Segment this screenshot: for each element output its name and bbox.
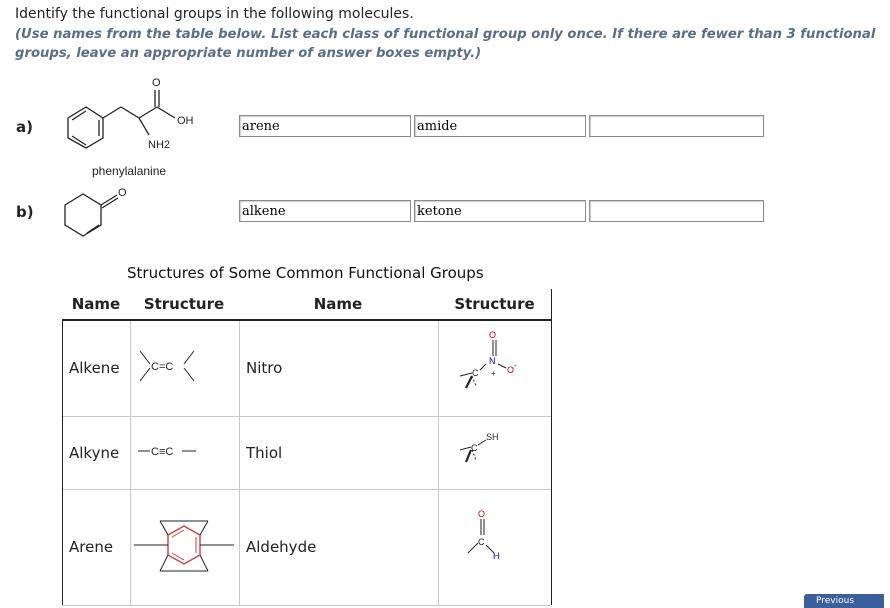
group-name: Arene [62,489,130,605]
arene-structure [130,489,238,605]
column-header-structure: Structure [130,288,238,320]
column-divider [438,321,439,605]
structure-text: H [493,551,500,561]
column-divider [130,321,131,605]
column-header-structure: Structure [438,288,551,320]
table-title: Structures of Some Common Functional Groups [127,264,484,282]
structure-text: SH [486,431,499,442]
oxygen-atom-label: O [152,77,161,89]
answer-b-3[interactable] [589,200,764,222]
answer-a-2[interactable] [414,115,586,137]
structure-text: C=C [151,361,174,374]
column-header-name: Name [238,288,438,320]
structure-text: C [471,442,478,453]
nitro-structure [438,320,551,416]
cyclohexenone-structure [55,180,165,250]
aldehyde-structure [438,489,551,605]
question-prompt: Identify the functional groups in the following molecules. [15,6,414,22]
part-b-label: b) [16,203,34,221]
structure-text: C [478,537,485,547]
structure-text: O [478,509,486,519]
column-header-name: Name [62,288,130,320]
table-row [62,320,551,416]
group-name: Alkyne [62,416,130,489]
part-a-label: a) [16,118,33,136]
table-row [62,416,551,489]
answer-b-2[interactable] [414,200,586,222]
answer-b-1[interactable] [239,200,411,222]
column-divider [239,321,240,605]
structure-text: O [507,365,515,376]
table-left-border [62,321,63,605]
alkene-structure [130,320,238,416]
thiol-structure [438,416,551,489]
structure-text: C [472,368,479,379]
structure-text: N [489,356,496,367]
table-row [62,489,551,605]
amine-label: NH2 [148,139,171,151]
molecule-name: phenylalanine [92,164,167,178]
alkyne-structure [130,416,238,489]
answer-a-1[interactable] [239,115,411,137]
group-name: Alkene [62,320,130,416]
table-right-border [551,289,552,605]
group-name: Aldehyde [238,489,438,605]
group-name: Thiol [238,416,438,489]
oxygen-atom-label: O [118,187,127,199]
structure-text: - [514,361,517,371]
answer-a-3[interactable] [589,115,764,137]
previous-button[interactable]: Previous [804,594,884,608]
question-instructions: (Use names from the table below. List each class of functional group only once. If there are fewer than 3 functional groups, leave an appropriate number of answer boxes empty.) [15,27,876,61]
hydroxyl-label: OH [177,115,194,127]
functional-groups-table [62,288,551,606]
structure-text: O [489,330,497,341]
group-name: Nitro [238,320,438,416]
structure-text: C≡C [151,445,174,458]
structure-text: + [491,369,496,379]
